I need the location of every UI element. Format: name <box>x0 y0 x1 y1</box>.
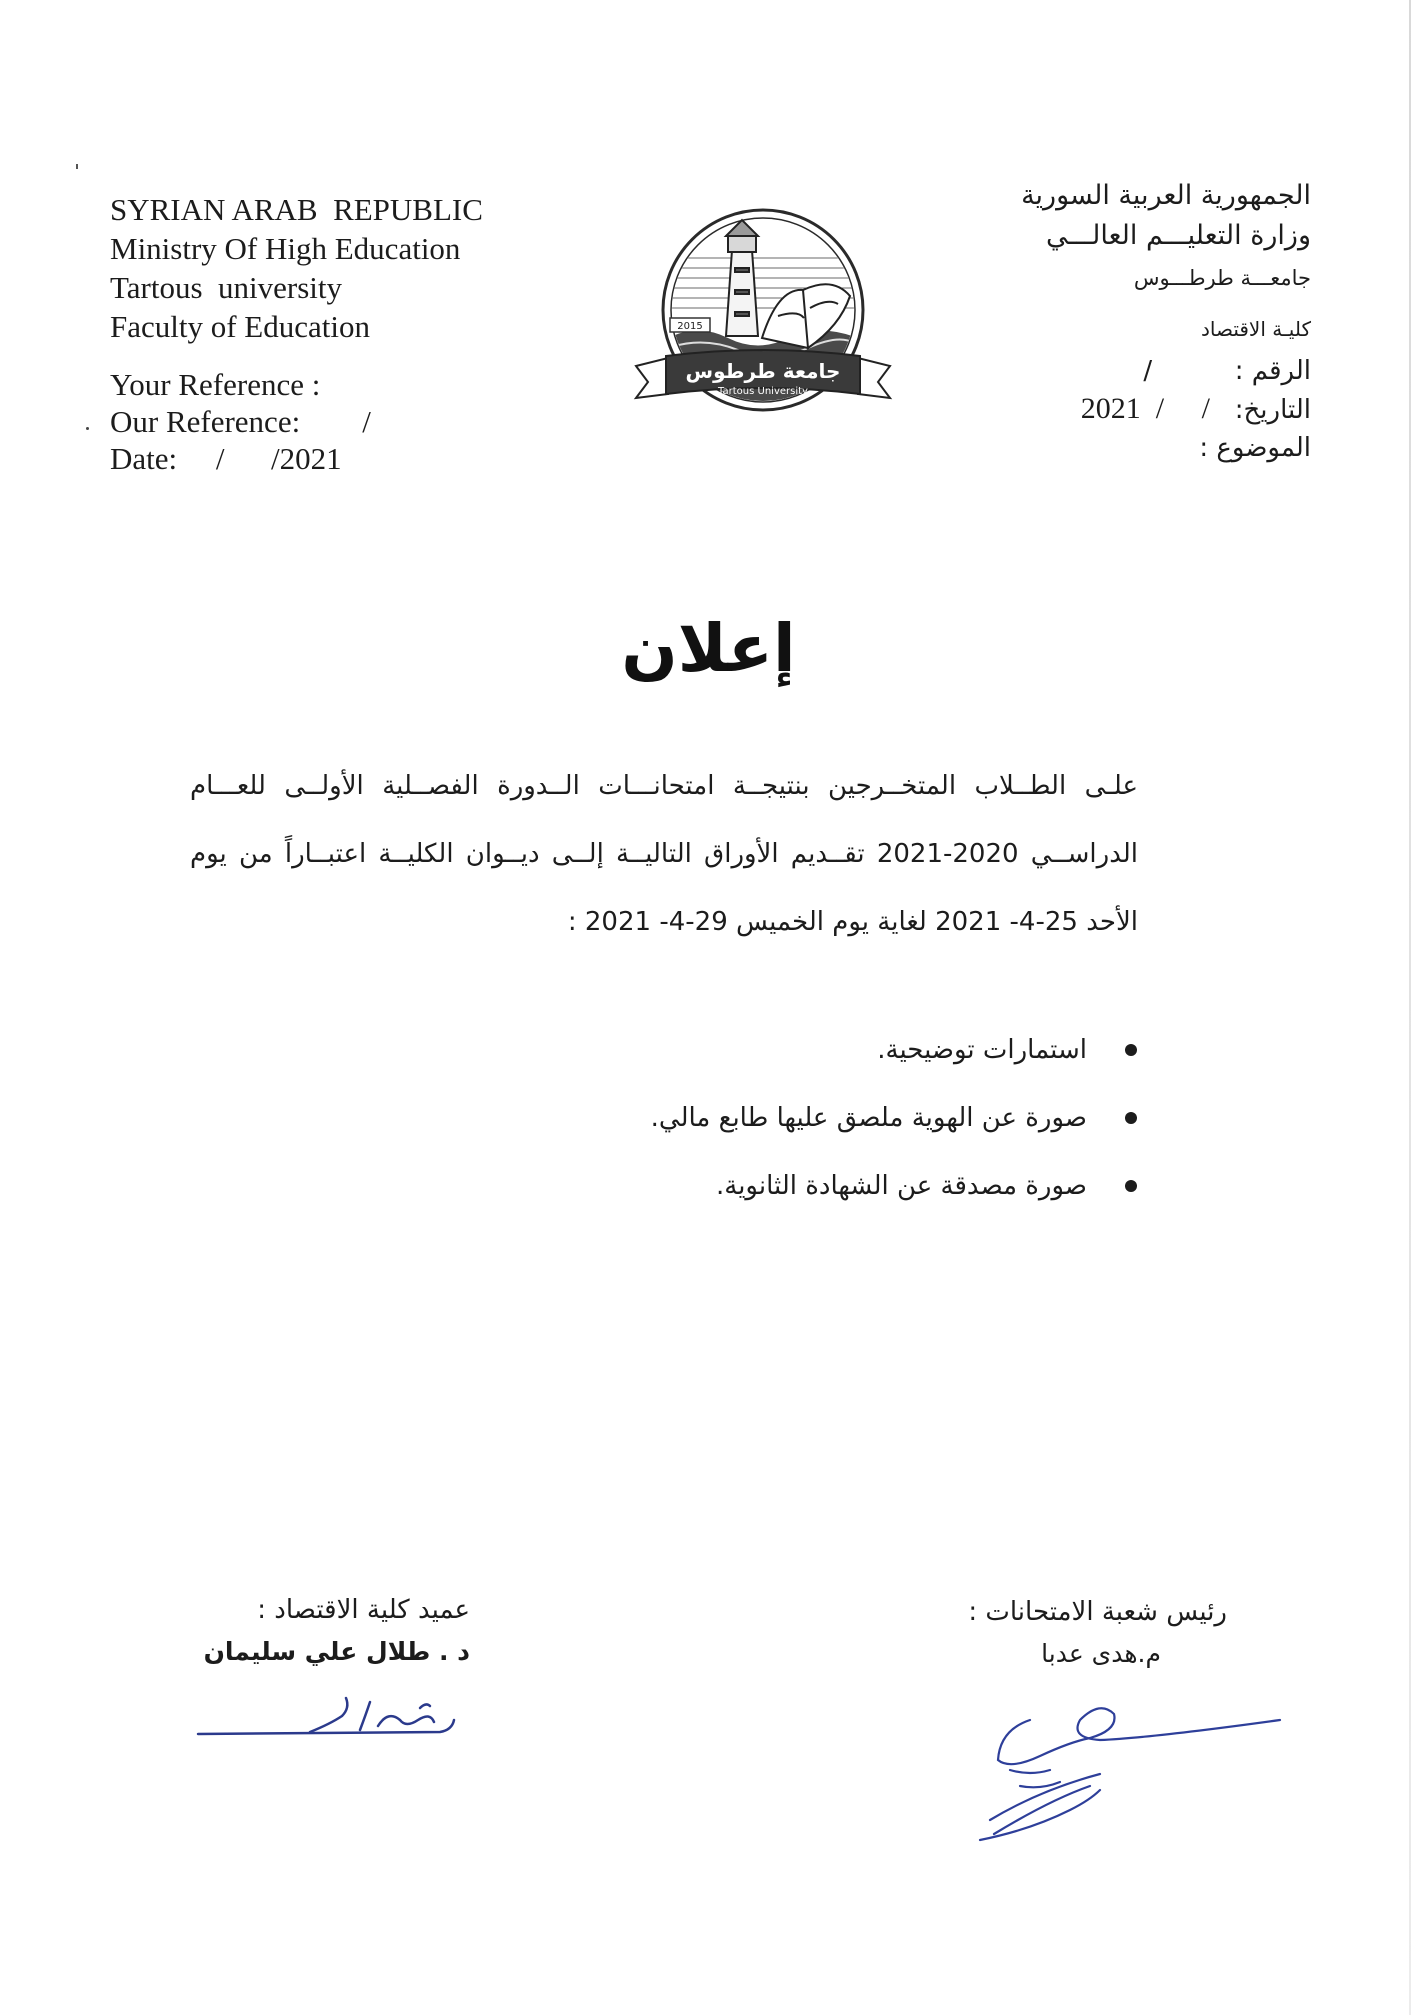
university-en: Tartous university <box>110 270 343 305</box>
dean-name: د . طلال علي سليمان <box>203 1637 470 1666</box>
our-reference: Our Reference: / <box>110 404 371 439</box>
tartous-university-logo <box>628 198 898 438</box>
list-item-text: استمارات توضيحية. <box>877 1035 1087 1065</box>
page-edge <box>1409 0 1411 2015</box>
scan-mark <box>86 427 89 430</box>
bullet-icon <box>1125 1180 1137 1192</box>
number-ar: الرقم : / <box>1143 356 1311 386</box>
list-item <box>437 1088 1137 1156</box>
dean-signature-block <box>200 1590 470 1674</box>
faculty-en: Faculty of Education <box>110 309 370 344</box>
announcement-body: علـى الطــلاب المتخــرجين بنتيجــة امتحانـــات الــدورة الفصــلية الأولــى للعـــام الدراســي 2020-2021 تقــديم الأوراق التاليــة إلــى ديــوان الكليــة اعتبــاراً من يوم الأحد 25-4- 2021 لغاية يوم الخميس 29-4- 2021 : <box>190 771 1139 937</box>
required-documents-list <box>437 1020 1137 1224</box>
dean-handwritten-signature <box>190 1680 480 1760</box>
country-en: SYRIAN ARAB REPUBLIC <box>110 192 483 227</box>
logo-arabic-name: جامعة طرطوس <box>685 359 841 383</box>
exams-head-handwritten-signature <box>950 1690 1290 1860</box>
bullet-icon <box>1125 1112 1137 1124</box>
reference-block-en <box>110 366 540 477</box>
letterhead-arabic <box>891 176 1311 467</box>
exams-head-title: رئيس شعبة الامتحانات : <box>968 1597 1227 1627</box>
date-value-ar: 2021 / / <box>1080 392 1210 425</box>
ministry-ar: وزارة التعليـــم العالـــي <box>1045 220 1311 251</box>
list-item <box>437 1156 1137 1224</box>
date-en: Date: / /2021 <box>110 441 342 476</box>
list-item-text: صورة مصدقة عن الشهادة الثانوية. <box>715 1171 1087 1201</box>
letterhead-english <box>110 190 540 477</box>
date-label-ar: التاريخ: <box>1234 395 1311 425</box>
dean-title: عميد كلية الاقتصاد : <box>257 1595 470 1625</box>
bullet-icon <box>1125 1044 1137 1056</box>
country-ar: الجمهورية العربية السورية <box>1021 180 1311 211</box>
ministry-en: Ministry Of High Education <box>110 231 461 266</box>
exams-head-name: م.هدى عدبا <box>1041 1639 1161 1668</box>
scan-mark <box>76 164 78 169</box>
list-item <box>437 1020 1137 1088</box>
logo-year: 2015 <box>677 321 703 332</box>
university-ar: جامعـــة طرطـــوس <box>1133 266 1311 290</box>
logo-english-name: Tartous University <box>718 386 808 397</box>
date-ar <box>891 390 1311 429</box>
exams-head-signature-block <box>907 1592 1227 1676</box>
faculty-ar: كليـة الاقتصاد <box>1200 317 1311 341</box>
list-item-text: صورة عن الهوية ملصق عليها طابع مالي. <box>650 1103 1087 1133</box>
announcement-title: إعلان <box>621 610 796 687</box>
your-reference: Your Reference : <box>110 367 321 402</box>
subject-ar: الموضوع : <box>1199 433 1311 463</box>
